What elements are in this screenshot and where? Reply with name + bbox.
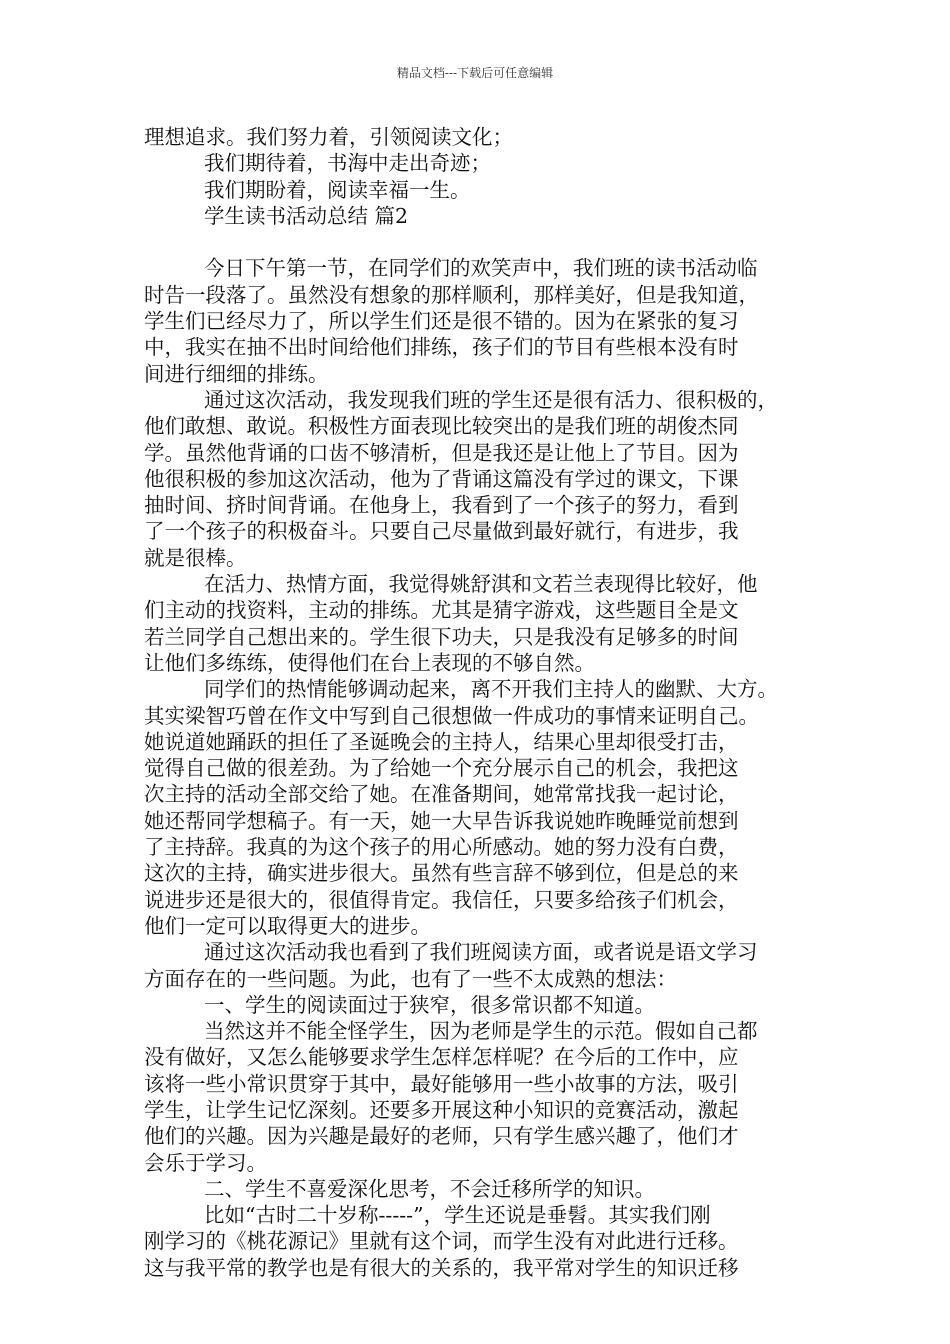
text-line: 学。虽然他背诵的口齿不够清析，但是我还是让他上了节目。因为 [144, 440, 739, 465]
text-line: 了一个孩子的积极奋斗。只要自己尽量做到最好就行，有进步，我 [144, 519, 739, 544]
text-line: 今日下午第一节，在同学们的欢笑声中，我们班的读书活动临 [204, 256, 758, 281]
text-line: 若兰同学自己想出来的。学生很下功夫，只是我没有足够多的时间 [144, 624, 739, 649]
text-line: 这与我平常的教学也是有很大的关系的，我平常对学生的知识迁移 [144, 1255, 739, 1280]
text-line: 该将一些小常识贯穿于其中，最好能够用一些小故事的方法，吸引 [144, 1071, 739, 1096]
text-line: 让他们多练练，使得他们在台上表现的不够自然。 [144, 650, 595, 675]
text-line: 在活力、热情方面，我觉得姚舒淇和文若兰表现得比较好，他 [204, 572, 758, 597]
text-line: 他很积极的参加这次活动，他为了背诵这篇没有学过的课文，下课 [144, 466, 739, 491]
page-header: 精品文档---下载后可任意编辑 [396, 66, 554, 80]
text-line: 他们的兴趣。因为兴趣是最好的老师，只有学生感兴趣了，他们才 [144, 1124, 739, 1149]
text-line: 学生们已经尽力了，所以学生们还是很不错的。因为在紧张的复习 [144, 309, 739, 334]
text-line: 时告一段落了。虽然没有想象的那样顺利，那样美好，但是我知道， [144, 282, 759, 307]
text-line: 觉得自己做的很差劲。为了给她一个充分展示自己的机会，我把这 [144, 756, 739, 781]
document-body [144, 124, 810, 1281]
text-line: 通过这次活动，我发现我们班的学生还是很有活力、很积极的， [204, 387, 778, 412]
blank-line [144, 229, 810, 255]
text-line: 就是很棒。 [144, 545, 247, 570]
text-line: 通过这次活动我也看到了我们班阅读方面，或者说是语文学习 [204, 940, 758, 965]
text-line: 会乐于学习。 [144, 1150, 267, 1175]
text-line: 当然这并不能全怪学生，因为老师是学生的示范。假如自己都 [204, 1019, 758, 1044]
text-line: 他们敢想、敢说。积极性方面表现比较突出的是我们班的胡俊杰同 [144, 414, 739, 439]
text-line: 我们期盼着，阅读幸福一生。 [204, 177, 471, 202]
text-line: 他们一定可以取得更大的进步。 [144, 913, 431, 938]
text-line: 同学们的热情能够调动起来，离不开我们主持人的幽默、大方。 [204, 677, 778, 702]
text-line: 们主动的找资料，主动的排练。尤其是猜字游戏，这些题目全是文 [144, 598, 739, 623]
text-line: 二、学生不喜爱深化思考，不会迁移所学的知识。 [204, 1176, 655, 1201]
text-line: 学生读书活动总结 篇2 [204, 203, 409, 228]
text-line: 这次的主持，确实进步很大。虽然有些言辞不够到位，但是总的来 [144, 861, 739, 886]
text-line: 说进步还是很大的，很值得肯定。我信任，只要多给孩子们机会， [144, 887, 739, 912]
text-line: 学生，让学生记忆深刻。还要多开展这种小知识的竞赛活动，激起 [144, 1097, 739, 1122]
text-line: 刚学习的《桃花源记》里就有这个词，而学生没有对此进行迁移。 [144, 1229, 739, 1254]
text-line: 中，我实在抽不出时间给他们排练，孩子们的节目有些根本没有时 [144, 335, 739, 360]
text-line: 她还帮同学想稿子。有一天，她一大早告诉我说她昨晚睡觉前想到 [144, 808, 739, 833]
text-line: 一、学生的阅读面过于狭窄，很多常识都不知道。 [204, 992, 655, 1017]
text-line: 次主持的活动全部交给了她。在准备期间，她常常找我一起讨论， [144, 782, 739, 807]
text-line: 理想追求。我们努力着，引领阅读文化； [144, 125, 513, 149]
text-line: 方面存在的一些问题。为此，也有了一些不太成熟的想法： [144, 966, 677, 991]
text-line: 了主持辞。我真的为这个孩子的用心所感动。她的努力没有白费， [144, 835, 739, 860]
text-line: 比如“古时二十岁称-----”，学生还说是垂髫。其实我们刚 [204, 1203, 711, 1228]
text-line: 我们期待着，书海中走出奇迹； [204, 151, 491, 176]
text-line: 其实梁智巧曾在作文中写到自己很想做一件成功的事情来证明自己。 [144, 703, 759, 728]
text-line: 间进行细细的排练。 [144, 361, 329, 386]
text-line: 她说道她踊跃的担任了圣诞晚会的主持人，结果心里却很受打击， [144, 729, 739, 754]
text-line: 抽时间、挤时间背诵。在他身上，我看到了一个孩子的努力，看到 [144, 493, 739, 518]
text-line: 没有做好，又怎么能够要求学生怎样怎样呢？在今后的工作中，应 [144, 1045, 739, 1070]
